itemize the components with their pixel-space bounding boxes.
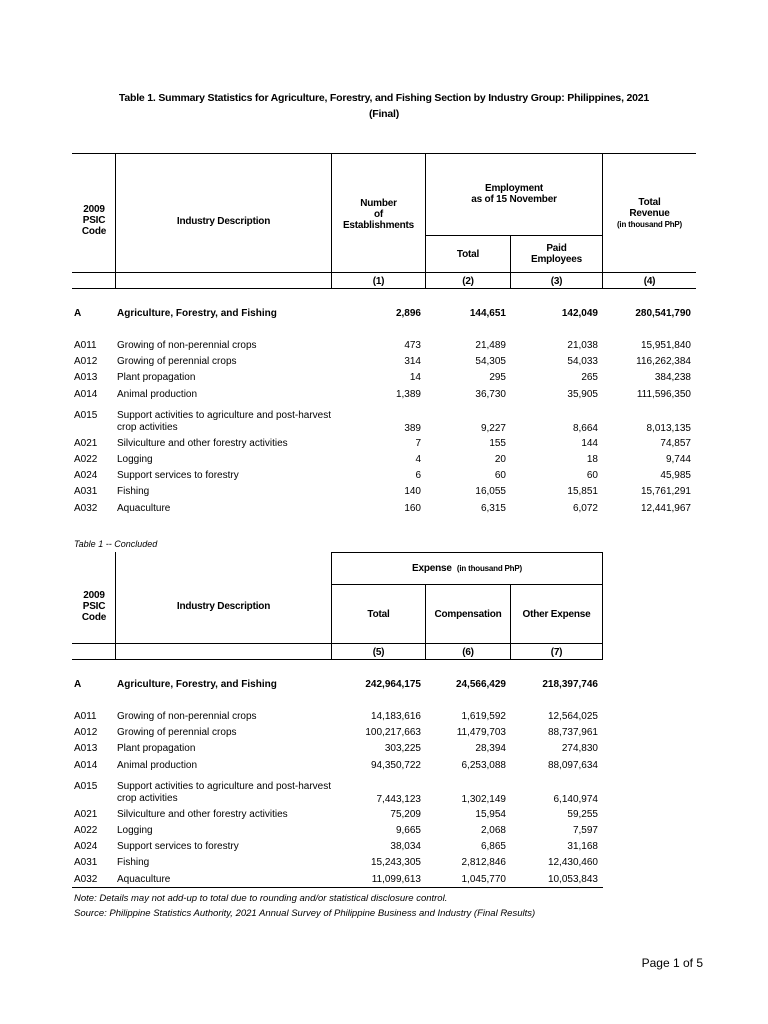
cell-paid-employees: 60 [586, 470, 598, 482]
cell-total-revenue: 74,857 [660, 437, 691, 449]
colnum-6: (6) [462, 647, 474, 658]
cell-establishments: 4 [415, 454, 421, 465]
row-code: A032 [74, 502, 98, 514]
row-code: A014 [74, 388, 98, 400]
row-description: Agriculture, Forestry, and Fishing [117, 679, 277, 690]
row-code: A012 [74, 727, 98, 739]
cell-compensation: 24,566,429 [455, 679, 506, 690]
cell-other-expense: 7,597 [572, 825, 598, 836]
colnum-3: (3) [550, 276, 563, 287]
header-psic-code: 2009 PSIC Code [81, 204, 107, 237]
cell-other-expense: 12,564,025 [547, 711, 598, 722]
row-description: Aquaculture [117, 873, 171, 885]
colnum-7: (7) [550, 647, 563, 658]
cell-employment-total: 36,730 [475, 388, 506, 400]
cell-employment-total: 144,651 [469, 308, 506, 319]
cell-other-expense: 6,140,974 [553, 793, 598, 805]
cell-paid-employees: 15,851 [567, 486, 598, 498]
row-code: A031 [74, 486, 98, 498]
source-note: Source: Philippine Statistics Authority, 2021 Annual Survey of Philippine Business and Industry (Final Results) [74, 908, 536, 919]
cell-expense-total: 94,350,722 [370, 759, 421, 771]
row-code: A031 [74, 857, 98, 869]
cell-expense-total: 100,217,663 [365, 727, 421, 739]
row-description: Growing of non-perennial crops [117, 711, 257, 722]
cell-paid-employees: 6,072 [572, 502, 598, 514]
cell-other-expense: 10,053,843 [547, 873, 598, 885]
cell-total-revenue: 45,985 [660, 470, 691, 482]
row-code: A021 [74, 437, 98, 449]
cell-employment-total: 54,305 [475, 356, 506, 368]
colnum-2: (2) [462, 276, 474, 287]
cell-total-revenue: 384,238 [654, 372, 691, 384]
footnote: Note: Details may not add-up to total due to rounding and/or statistical disclosure control. [74, 893, 448, 904]
row-code: A013 [74, 743, 98, 755]
row-code: A011 [74, 340, 97, 351]
cell-employment-total: 6,315 [480, 502, 506, 514]
cell-employment-total: 295 [489, 372, 506, 384]
row-description-cont: crop activities [117, 792, 178, 804]
cell-total-revenue: 15,761,291 [640, 486, 691, 498]
row-code: A021 [74, 808, 98, 820]
cell-other-expense: 88,737,961 [547, 727, 598, 739]
cell-expense-total: 15,243,305 [370, 857, 421, 869]
row-code: A015 [74, 780, 98, 792]
cell-employment-total: 16,055 [475, 486, 506, 498]
cell-paid-employees: 144 [581, 437, 598, 449]
cell-other-expense: 12,430,460 [547, 857, 598, 869]
row-code: A032 [74, 873, 98, 885]
cell-establishments: 160 [404, 502, 421, 514]
row-description: Fishing [117, 857, 150, 869]
row-code: A015 [74, 409, 98, 421]
header-total-revenue: Total Revenue (in thousand PhP) [616, 197, 683, 229]
cell-expense-total: 242,964,175 [365, 679, 421, 690]
cell-paid-employees: 8,664 [572, 422, 598, 434]
cell-total-revenue: 8,013,135 [646, 422, 691, 434]
cell-paid-employees: 35,905 [567, 388, 598, 400]
colnum-4: (4) [643, 276, 656, 287]
row-code: A012 [74, 356, 98, 368]
header-employment-total: Total [456, 249, 480, 260]
row-description: Animal production [117, 388, 198, 400]
row-code: A011 [74, 711, 97, 722]
cell-total-revenue: 111,596,350 [636, 388, 691, 400]
row-description: Agriculture, Forestry, and Fishing [117, 308, 277, 319]
row-description: Aquaculture [117, 502, 171, 514]
header-compensation: Compensation [434, 609, 502, 620]
cell-employment-total: 9,227 [480, 422, 506, 434]
cell-other-expense: 31,168 [567, 841, 598, 853]
cell-employment-total: 155 [489, 437, 506, 449]
row-code: A [74, 679, 82, 690]
cell-total-revenue: 15,951,840 [640, 340, 691, 351]
cell-other-expense: 218,397,746 [542, 679, 598, 690]
colnum-5: (5) [372, 647, 385, 658]
header-paid-employees: Paid Employees [530, 243, 582, 265]
cell-employment-total: 21,489 [475, 340, 506, 351]
cell-paid-employees: 21,038 [567, 340, 598, 351]
row-description: Logging [117, 454, 153, 465]
cell-establishments: 473 [404, 340, 421, 351]
table-subtitle: (Final) [368, 108, 400, 120]
cell-total-revenue: 116,262,384 [636, 356, 691, 368]
cell-expense-total: 303,225 [384, 743, 421, 755]
cell-compensation: 2,812,846 [461, 857, 506, 869]
row-description: Animal production [117, 759, 198, 771]
cell-expense-total: 7,443,123 [376, 793, 421, 805]
header-psic-code: 2009 PSIC Code [81, 590, 107, 623]
cell-establishments: 1,389 [395, 388, 421, 400]
header-employment: Employment as of 15 November [471, 183, 557, 205]
cell-establishments: 6 [415, 470, 421, 482]
cell-compensation: 1,302,149 [461, 793, 506, 805]
cell-expense-total: 38,034 [390, 841, 421, 853]
header-expense: Expense (in thousand PhP) [412, 563, 522, 574]
cell-expense-total: 14,183,616 [370, 711, 421, 722]
row-description-cont: crop activities [117, 421, 178, 433]
header-establishments: Number of Establishments [342, 198, 415, 231]
row-code: A024 [74, 841, 98, 853]
cell-compensation: 2,068 [480, 825, 506, 836]
row-description: Growing of perennial crops [117, 727, 237, 739]
cell-other-expense: 274,830 [561, 743, 598, 755]
row-description: Growing of non-perennial crops [117, 340, 257, 351]
row-description: Fishing [117, 486, 150, 498]
row-description: Growing of perennial crops [117, 356, 237, 368]
row-code: A014 [74, 759, 98, 771]
header-other-expense: Other Expense [522, 609, 591, 620]
cell-paid-employees: 142,049 [561, 308, 598, 319]
cell-other-expense: 88,097,634 [547, 759, 598, 771]
row-description: Plant propagation [117, 743, 196, 755]
cell-compensation: 6,253,088 [461, 759, 506, 771]
cell-employment-total: 20 [494, 454, 506, 465]
cell-compensation: 15,954 [475, 808, 506, 820]
cell-expense-total: 11,099,613 [371, 873, 421, 885]
cell-total-revenue: 9,744 [665, 454, 691, 465]
cell-establishments: 140 [404, 486, 421, 498]
cell-compensation: 1,619,592 [461, 711, 506, 722]
row-code: A022 [74, 825, 98, 836]
cell-establishments: 14 [409, 372, 421, 384]
cell-compensation: 6,865 [480, 841, 506, 853]
row-description: Logging [117, 825, 153, 836]
cell-establishments: 389 [404, 422, 421, 434]
cell-expense-total: 9,665 [395, 825, 421, 836]
header-industry-description: Industry Description [176, 216, 271, 227]
cell-establishments: 7 [415, 437, 421, 449]
row-description: Plant propagation [117, 372, 196, 384]
row-description: Support activities to agriculture and post-harvest [117, 780, 331, 792]
cell-paid-employees: 265 [581, 372, 598, 384]
header-expense-total: Total [367, 609, 390, 620]
cell-establishments: 314 [404, 356, 421, 368]
cell-expense-total: 75,209 [390, 808, 421, 820]
row-description: Support activities to agriculture and post-harvest [117, 409, 331, 421]
cell-other-expense: 59,255 [567, 808, 598, 820]
colnum-1: (1) [372, 276, 385, 287]
row-description: Silviculture and other forestry activities [117, 808, 288, 820]
row-description: Silviculture and other forestry activities [117, 437, 288, 449]
cell-paid-employees: 18 [586, 454, 598, 465]
row-code: A [74, 308, 82, 319]
cell-establishments: 2,896 [395, 308, 421, 319]
row-code: A022 [74, 454, 98, 465]
cell-total-revenue: 280,541,790 [635, 308, 691, 319]
cell-compensation: 28,394 [475, 743, 506, 755]
table-title: Table 1. Summary Statistics for Agriculture, Forestry, and Fishing Section by Industry Group: Philippines, 2021 [118, 92, 650, 104]
page-number: Page 1 of 5 [641, 956, 703, 970]
cell-total-revenue: 12,441,967 [640, 502, 691, 514]
cell-compensation: 1,045,770 [461, 873, 506, 885]
row-description: Support services to forestry [117, 841, 239, 853]
row-code: A024 [74, 470, 98, 482]
cell-paid-employees: 54,033 [567, 356, 598, 368]
cell-employment-total: 60 [494, 470, 506, 482]
table-concluded-label: Table 1 -- Concluded [74, 539, 158, 549]
row-description: Support services to forestry [117, 470, 239, 482]
header-industry-description: Industry Description [176, 601, 271, 612]
cell-compensation: 11,479,703 [456, 727, 506, 739]
row-code: A013 [74, 372, 98, 384]
